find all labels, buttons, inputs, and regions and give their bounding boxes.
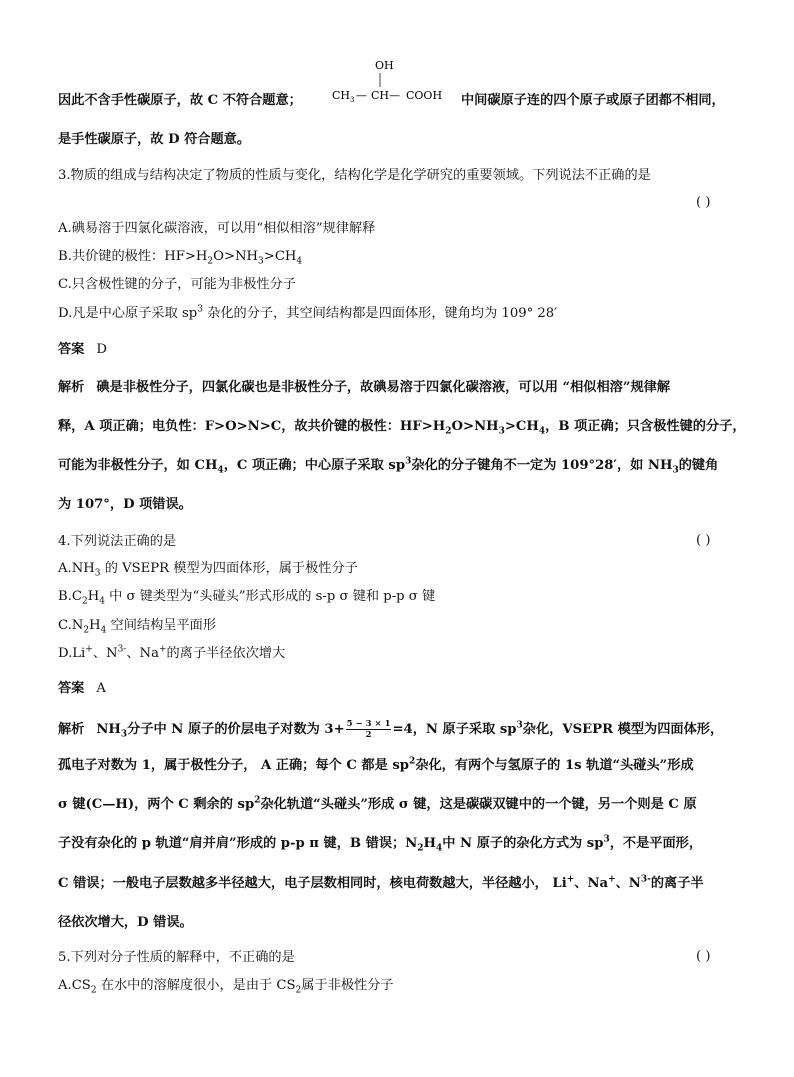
option-d	[58, 305, 557, 323]
superscript: +	[158, 644, 167, 655]
subscript: 4	[538, 426, 546, 437]
option-text: >CH	[263, 249, 297, 264]
question-stem	[58, 167, 651, 185]
analysis-text: C 错误；一般电子层数越多半径越大，电子层数相同时，核电荷数越大，半径越小， Li	[58, 876, 567, 891]
superscript: 3-	[117, 644, 127, 655]
analysis-text: 杂化，VSEPR 模型为四面体形，	[522, 722, 724, 737]
structural-formula	[330, 56, 455, 106]
analysis-text: ，C 项正确；中心原子采取 sp	[223, 458, 406, 473]
subscript: 3	[672, 465, 679, 476]
analysis-text: 可能为非极性分子，如 CH	[58, 458, 218, 473]
subscript: 3	[258, 256, 264, 267]
analysis-text: 杂化的分子键角不一定为 109°28′，如 NH	[411, 458, 673, 473]
formula-ch3: CH	[332, 89, 351, 102]
option-a	[58, 977, 394, 995]
option-text: 、Na	[126, 646, 159, 661]
analysis-text: 径依次增大，D 错误。	[58, 915, 193, 930]
option-c	[58, 276, 296, 294]
text-segment: 是手性碳原子，故 D 符合题意。	[58, 132, 251, 147]
analysis-line	[58, 719, 723, 740]
analysis-line	[58, 875, 704, 893]
analysis-text: O>NH	[451, 419, 499, 434]
answer-label: 答案	[58, 342, 85, 357]
superscript: 2	[409, 756, 416, 767]
option-text: 在水中的溶解度很小，是由于 CS	[96, 978, 296, 993]
option-text: A.CS	[58, 978, 91, 993]
analysis-text: 孤电子对数为 1，属于极性分子， A 正确；每个 C 都是 sp	[58, 758, 410, 773]
text-segment: 中间碳原子连的四个原子或原子团都不相同，	[461, 93, 725, 108]
superscript: 3-	[640, 874, 651, 885]
answer-blank: ( )	[696, 195, 711, 210]
option-text: 杂化的分子，其空间结构都是四面体形，键角均为 109° 28′	[202, 306, 558, 321]
option-text: 、N	[92, 646, 118, 661]
subscript: 2	[81, 596, 88, 607]
analysis-line	[58, 418, 746, 436]
option-text: A.碘易溶于四氯化碳溶液，可以用“相似相溶”规律解释	[58, 221, 376, 236]
option-text: H	[87, 589, 100, 604]
option-c	[58, 617, 216, 635]
analysis-line	[58, 914, 193, 932]
analysis-text: 碘是非极性分子，四氯化碳也是非极性分子，故碘易溶于四氯化碳溶液，可以用 “相似相溶”规律解	[96, 380, 671, 395]
option-d	[58, 645, 285, 663]
analysis-line	[58, 835, 702, 853]
superscript: +	[608, 874, 616, 885]
analysis-text: 为 107°，D 项错误。	[58, 497, 192, 512]
analysis-text: 杂化，有两个与氢原子的 1s 轨道“头碰头”形成	[415, 758, 694, 773]
fraction-denominator: 2	[365, 730, 372, 740]
fraction	[346, 719, 392, 740]
subscript: 3	[120, 729, 128, 740]
formula-dash: —	[356, 89, 367, 102]
option-text: D.Li	[58, 646, 86, 661]
superscript: 3	[197, 304, 203, 315]
option-text: 的 VSEPR 模型为四面体形，属于极性分子	[100, 561, 358, 576]
subscript: 2	[207, 256, 214, 267]
fraction-numerator: 5 − 3 × 1	[346, 719, 391, 729]
analysis-text: 释，A 项正确；电负性：F>O>N>C，故共价键的极性：HF>H	[58, 419, 446, 434]
formula-ch: CH—	[371, 89, 401, 102]
answer-value: A	[96, 681, 106, 696]
option-text: C.只含极性键的分子，可能为非极性分子	[58, 277, 296, 292]
formula-cooh: COOH	[406, 89, 443, 102]
subscript: 2	[417, 843, 424, 854]
subscript: 3	[94, 568, 101, 579]
analysis-text: NH	[96, 722, 121, 737]
superscript: 3	[603, 834, 610, 845]
text-line	[461, 92, 725, 110]
subscript: 3	[498, 426, 505, 437]
option-text: 的离子半径依次增大	[166, 646, 286, 661]
text-line	[58, 92, 302, 110]
analysis-text: 中 N 原子的杂化方式为 sp	[442, 836, 604, 851]
analysis-line	[58, 796, 697, 814]
analysis-text: >CH	[504, 419, 539, 434]
option-text: C.N	[58, 618, 84, 633]
subscript: 4	[100, 625, 107, 636]
subscript: 4	[296, 256, 303, 267]
text-line	[58, 131, 250, 149]
subscript: 2	[83, 625, 90, 636]
formula-oh: OH	[375, 59, 394, 72]
option-text: A.NH	[58, 561, 95, 576]
analysis-text: 分子中 N 原子的价层电子对数为 3+	[127, 722, 345, 737]
analysis-line	[58, 379, 670, 397]
analysis-text: H	[423, 836, 437, 851]
question-5-stem: 5.下列对分子性质的解释中，不正确的是	[58, 950, 295, 965]
analysis-text: ，不是平面形，	[609, 836, 703, 851]
analysis-text: 的离子半	[650, 876, 704, 891]
analysis-line	[58, 457, 718, 475]
superscript: 2	[254, 795, 261, 806]
option-text: D.凡是中心原子采取 sp	[58, 306, 198, 321]
analysis-text: ，B 项正确；只含极性键的分子，	[545, 419, 746, 434]
option-a	[58, 560, 358, 578]
answer-value: D	[96, 342, 107, 357]
text-segment: 因此不含手性碳原子，故 C 不符合题意；	[58, 93, 302, 108]
option-a	[58, 220, 375, 238]
question-4-stem: 4.下列说法正确的是	[58, 534, 177, 549]
subscript: 4	[217, 465, 224, 476]
analysis-text: 、N	[615, 876, 641, 891]
subscript: 2	[295, 985, 302, 996]
option-text: 属于非极性分子	[301, 978, 394, 993]
analysis-line	[58, 757, 694, 775]
option-text: B.共价键的极性：HF>H	[58, 249, 208, 264]
question-stem	[58, 533, 176, 551]
answer-line	[58, 680, 106, 698]
option-text: H	[89, 618, 101, 633]
superscript: 3	[516, 720, 523, 731]
answer-label: 答案	[58, 681, 85, 696]
question-3-stem: 3.物质的组成与结构决定了物质的性质与变化，结构化学是化学研究的重要领域。下列说法不正确的是	[58, 168, 651, 183]
analysis-label: 解析	[58, 722, 85, 737]
answer-blank: ( )	[696, 949, 711, 964]
option-b	[58, 588, 435, 606]
analysis-text: 子没有杂化的 p 轨道“肩并肩”形成的 p-p π 键，B 错误；N	[58, 836, 418, 851]
option-text: 中 σ 键类型为“头碰头”形式形成的 s-p σ 键和 p-p σ 键	[104, 589, 436, 604]
subscript: 2	[445, 426, 452, 437]
option-text: B.C	[58, 589, 82, 604]
analysis-text: =4，N 原子采取 sp	[392, 722, 517, 737]
superscript: +	[85, 644, 93, 655]
option-text: 空间结构呈平面形	[106, 618, 217, 633]
superscript: 3	[405, 456, 412, 467]
analysis-line	[58, 496, 192, 514]
analysis-text: σ 键(C—H)，两个 C 剩余的 sp	[58, 797, 255, 812]
superscript: +	[566, 874, 575, 885]
subscript: 4	[99, 596, 105, 607]
option-b	[58, 248, 302, 266]
option-text: O>NH	[213, 249, 259, 264]
analysis-text: 杂化轨道“头碰头”形成 σ 键，这是碳碳双键中的一个键，另一个则是 C 原	[260, 797, 697, 812]
formula-ch3-sub: 3	[350, 96, 355, 104]
answer-blank: ( )	[696, 533, 711, 548]
analysis-text: 、Na	[574, 876, 609, 891]
analysis-label: 解析	[58, 380, 85, 395]
subscript: 4	[436, 843, 443, 854]
analysis-text: 的键角	[678, 458, 719, 473]
question-stem	[58, 949, 295, 967]
answer-line	[58, 341, 107, 359]
subscript: 2	[90, 985, 97, 996]
